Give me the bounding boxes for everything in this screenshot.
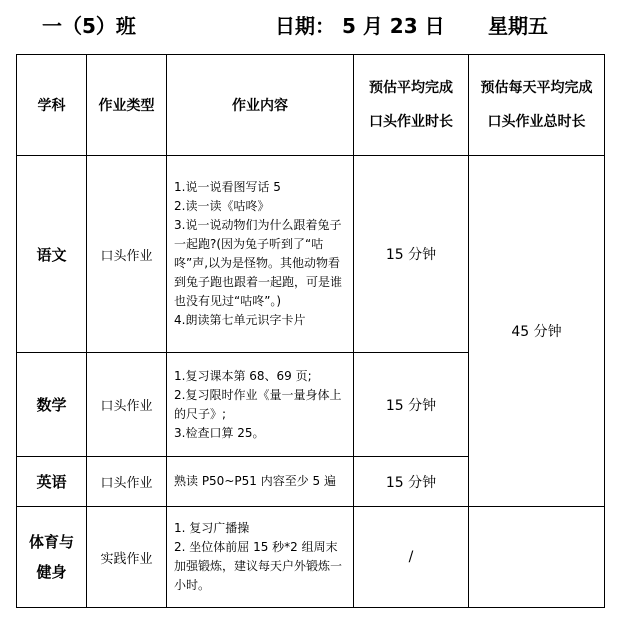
type-cell: 实践作业 <box>87 507 167 608</box>
content-line: 熟读 P50~P51 内容至少 5 遍 <box>174 474 336 488</box>
subject-cell: 英语 <box>17 457 87 507</box>
time-cell: / <box>354 507 469 608</box>
content-line: 1.复习课本第 68、69 页; <box>174 368 312 383</box>
content-line: 2.读一读《咕咚》 <box>174 199 270 213</box>
content-cell <box>167 353 354 457</box>
subject-line: 体育与 <box>28 533 74 551</box>
subject-cell <box>17 507 87 608</box>
content-line: 2.复习限时作业《量一量身体上的尺子》; <box>174 387 342 421</box>
content-cell <box>167 457 354 507</box>
homework-table <box>16 54 605 608</box>
col-avg-time-line-1: 预估平均完成 <box>369 80 453 96</box>
type-cell: 口头作业 <box>87 457 167 507</box>
weekday-label: 星期五 <box>488 14 548 38</box>
content-line: 3.说一说动物们为什么跟着兔子一起跑?(因为兔子听到了“咕咚”声,以为是怪物。其他动物看到兔子跑也跟着一起跑，可是谁也没有见过“咕咚”。) <box>174 218 343 308</box>
col-total-time-line-2: 口头作业总时长 <box>487 114 586 130</box>
content-line: 3.检查口算 25。 <box>174 425 265 440</box>
content-line: 1. 复习广播操 <box>174 521 250 535</box>
time-cell: 15 分钟 <box>354 353 469 457</box>
type-cell: 口头作业 <box>87 156 167 353</box>
time-cell: 15 分钟 <box>354 156 469 353</box>
table-row-pe <box>17 507 605 608</box>
content-cell <box>167 156 354 353</box>
content-line: 2. 坐位体前屈 15 秒*2 组周末加强锻炼，建议每天户外锻炼一小时。 <box>174 540 343 592</box>
content-cell <box>167 507 354 608</box>
empty-cell <box>469 507 605 608</box>
col-total-time-line-1: 预估每天平均完成 <box>480 80 593 96</box>
type-cell: 口头作业 <box>87 353 167 457</box>
page-header <box>0 10 621 40</box>
col-total-time <box>469 55 605 156</box>
table-row-chinese <box>17 156 605 353</box>
subject-line: 健身 <box>36 563 67 581</box>
subject-cell: 数学 <box>17 353 87 457</box>
col-subject: 学科 <box>17 55 87 156</box>
col-avg-time-line-2: 口头作业时长 <box>369 114 453 130</box>
subject-cell: 语文 <box>17 156 87 353</box>
col-avg-time <box>354 55 469 156</box>
total-time-cell: 45 分钟 <box>469 156 605 507</box>
content-line: 4.朗读第七单元识字卡片 <box>174 313 306 327</box>
class-name: 一（5）班 <box>42 14 136 38</box>
content-line: 1.说一说看图写话 5 <box>174 180 281 194</box>
col-type: 作业类型 <box>87 55 167 156</box>
date-label: 日期： 5 月 23 日 <box>275 14 445 38</box>
col-content: 作业内容 <box>167 55 354 156</box>
time-cell: 15 分钟 <box>354 457 469 507</box>
header-row <box>17 55 605 156</box>
